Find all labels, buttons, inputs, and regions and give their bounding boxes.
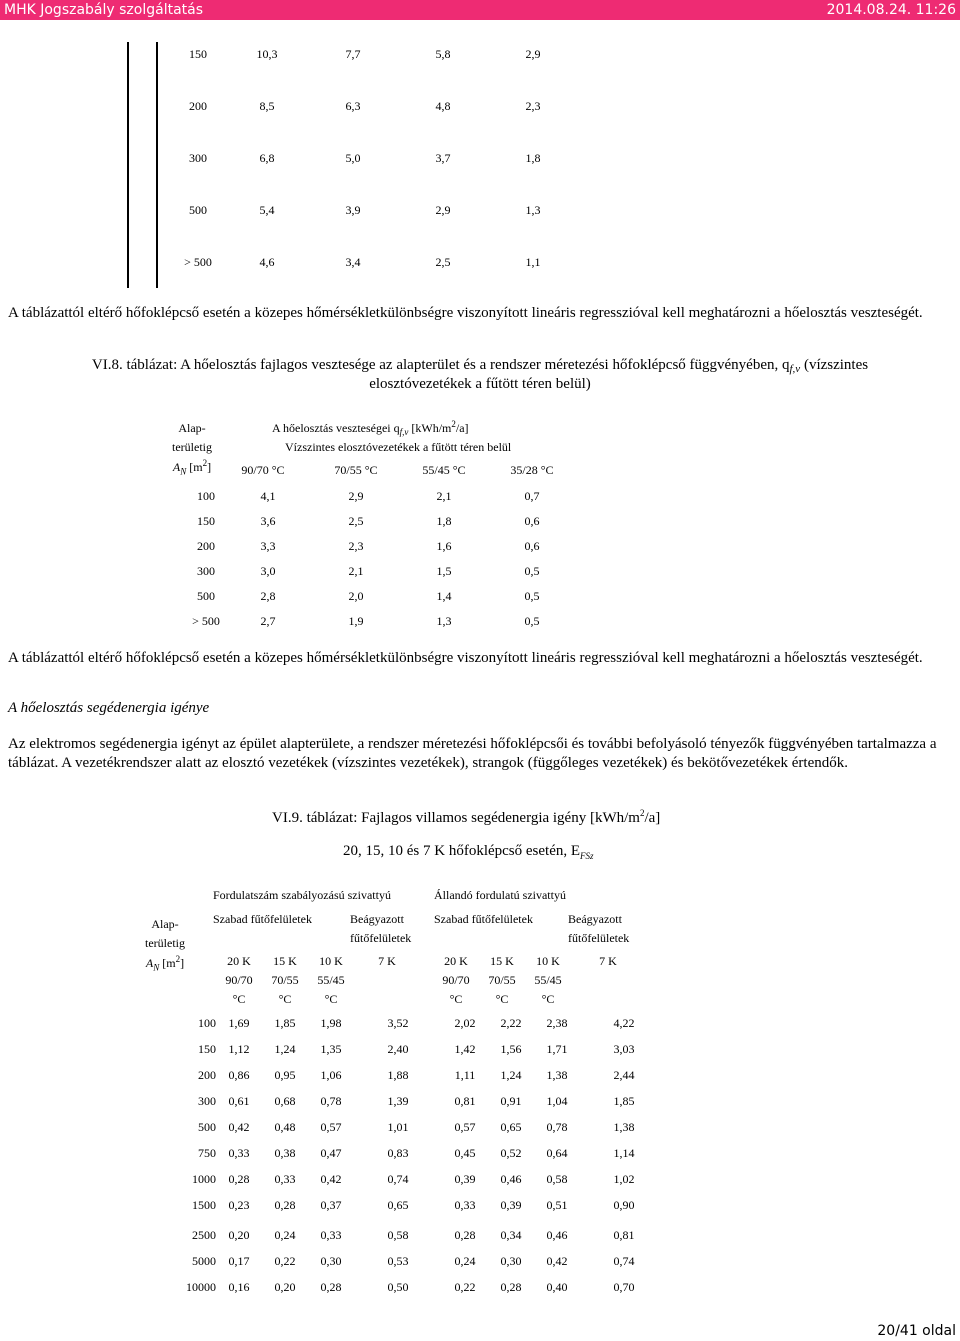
row-area-cell: > 500 bbox=[192, 614, 220, 628]
row-area-cell: 300 bbox=[197, 564, 215, 578]
value-cell: 2,9 bbox=[525, 46, 541, 61]
rowhead-line3 bbox=[152, 458, 232, 476]
value-cell: 0,74 bbox=[387, 1171, 409, 1186]
temperature-step-label: 7 K bbox=[599, 954, 617, 968]
value-cell: 2,1 bbox=[348, 564, 364, 578]
value-cell: 0,24 bbox=[454, 1253, 476, 1268]
value-cell: 0,33 bbox=[320, 1227, 342, 1242]
table-row bbox=[186, 1274, 668, 1300]
table-row bbox=[188, 534, 576, 559]
value-cell: 0,51 bbox=[546, 1197, 568, 1212]
row-area-cell: 10000 bbox=[186, 1279, 216, 1294]
value-cell: 5,0 bbox=[345, 150, 361, 165]
row-area-cell: 200 bbox=[189, 98, 207, 113]
temperature-step-label: 90/70 bbox=[442, 973, 470, 987]
embedded-head-1a: Beágyazott bbox=[350, 912, 404, 926]
value-cell: 1,5 bbox=[436, 564, 452, 578]
value-cell: 0,28 bbox=[320, 1279, 342, 1294]
temperature-step-label: °C bbox=[495, 992, 509, 1006]
value-cell: 0,42 bbox=[320, 1171, 342, 1186]
value-cell: 0,95 bbox=[274, 1067, 296, 1082]
value-cell: 0,81 bbox=[613, 1227, 635, 1242]
t3-rowhead-line1: Alap- bbox=[151, 917, 179, 931]
table-row bbox=[170, 236, 578, 288]
row-area-cell: 200 bbox=[198, 1067, 216, 1082]
value-cell: 0,61 bbox=[228, 1093, 250, 1108]
value-cell: 0,68 bbox=[274, 1093, 296, 1108]
table-border-left bbox=[127, 42, 129, 288]
value-cell: 1,04 bbox=[546, 1093, 568, 1108]
table-row bbox=[170, 28, 578, 80]
temperature-step-label: 55/45 bbox=[317, 973, 345, 987]
row-area-cell: 300 bbox=[198, 1093, 216, 1108]
value-cell: 6,8 bbox=[259, 150, 275, 165]
row-area-cell: 1500 bbox=[192, 1197, 216, 1212]
value-cell: 0,16 bbox=[228, 1279, 250, 1294]
value-cell: 0,39 bbox=[500, 1197, 522, 1212]
value-cell: 2,0 bbox=[348, 589, 364, 603]
value-cell: 0,57 bbox=[454, 1119, 476, 1134]
table-row bbox=[188, 484, 576, 509]
value-cell: 0,91 bbox=[500, 1093, 522, 1108]
value-cell: 0,64 bbox=[546, 1145, 568, 1160]
table-row bbox=[186, 1166, 668, 1192]
temperature-step-label: °C bbox=[449, 992, 463, 1006]
value-cell: 2,38 bbox=[546, 1015, 568, 1030]
pump-variable-speed-head: Fordulatszám szabályozású szivattyú bbox=[213, 888, 391, 902]
row-area-cell: 500 bbox=[189, 202, 207, 217]
value-cell: 1,69 bbox=[228, 1015, 250, 1030]
row-area-cell: 5000 bbox=[192, 1253, 216, 1268]
free-surfaces-head-1: Szabad fűtőfelületek bbox=[213, 912, 312, 926]
loss-table-vi8 bbox=[188, 484, 576, 634]
caption-text: VI.8. táblázat: A hőelosztás fajlagos vesztesége az alapterület és a rendszer méretezési hőfoklépcső függvényében, q bbox=[91, 357, 790, 373]
embedded-head-2b: fűtőfelületek bbox=[568, 931, 630, 945]
table2-colhead2: Vízszintes elosztóvezetékek a fűtött téren belül bbox=[285, 440, 512, 454]
value-cell: 1,56 bbox=[500, 1041, 522, 1056]
row-area-cell: 150 bbox=[189, 46, 207, 61]
value-cell: 0,5 bbox=[524, 589, 540, 603]
t3-rowhead-close: ] bbox=[180, 956, 185, 970]
table-row bbox=[188, 609, 576, 634]
col-35-28: 35/28 °C bbox=[510, 463, 554, 477]
caption9-line2-text: 20, 15, 10 és 7 K hőfoklépcső esetén, E bbox=[343, 843, 581, 859]
value-cell: 2,3 bbox=[525, 98, 541, 113]
value-cell: 1,85 bbox=[613, 1093, 635, 1108]
t3-rowhead-line3 bbox=[125, 954, 205, 972]
value-cell: 2,22 bbox=[500, 1015, 522, 1030]
value-cell: 0,5 bbox=[524, 614, 540, 628]
value-cell: 0,78 bbox=[546, 1119, 568, 1134]
row-area-cell: 750 bbox=[198, 1145, 216, 1160]
header-datetime: 2014.08.24. 11:26 bbox=[826, 2, 956, 18]
value-cell: 3,3 bbox=[260, 539, 276, 553]
value-cell: 0,23 bbox=[228, 1197, 250, 1212]
value-cell: 1,02 bbox=[613, 1171, 635, 1186]
value-cell: 0,42 bbox=[546, 1253, 568, 1268]
value-cell: 1,38 bbox=[546, 1067, 568, 1082]
value-cell: 3,0 bbox=[260, 564, 276, 578]
value-cell: 0,65 bbox=[387, 1197, 409, 1212]
value-cell: 0,90 bbox=[613, 1197, 635, 1212]
embedded-head-1b: fűtőfelületek bbox=[350, 931, 412, 945]
aux-energy-table-vi9-large bbox=[186, 1222, 668, 1300]
value-cell: 0,33 bbox=[228, 1145, 250, 1160]
rowhead-line1: Alap- bbox=[178, 421, 206, 435]
temperature-step-label: 55/45 bbox=[534, 973, 562, 987]
row-area-cell: 2500 bbox=[192, 1227, 216, 1242]
value-cell: 2,02 bbox=[454, 1015, 476, 1030]
table-row bbox=[186, 1192, 668, 1218]
value-cell: 1,88 bbox=[387, 1067, 409, 1082]
value-cell: 0,24 bbox=[274, 1227, 296, 1242]
value-cell: 2,9 bbox=[348, 489, 364, 503]
row-area-cell: > 500 bbox=[184, 254, 212, 269]
value-cell: 0,20 bbox=[274, 1279, 296, 1294]
value-cell: 0,86 bbox=[228, 1067, 250, 1082]
temperature-step-label: 7 K bbox=[378, 954, 396, 968]
value-cell: 1,85 bbox=[274, 1015, 296, 1030]
colhead-text: A hőelosztás veszteségei q bbox=[272, 421, 400, 435]
temperature-step-label: °C bbox=[541, 992, 555, 1006]
page-number: 20/41 oldal bbox=[877, 1323, 956, 1339]
subheading-auxiliary-energy bbox=[8, 700, 209, 717]
value-cell: 0,28 bbox=[454, 1227, 476, 1242]
rowhead-line2: területig bbox=[172, 440, 212, 454]
temperature-step-label: 10 K bbox=[319, 954, 343, 968]
pump-constant-speed-head: Állandó fordulatú szivattyú bbox=[434, 888, 566, 902]
value-cell: 0,81 bbox=[454, 1093, 476, 1108]
rowhead-sub: N bbox=[180, 466, 187, 477]
table-row bbox=[170, 184, 578, 236]
temperature-step-label: 15 K bbox=[273, 954, 297, 968]
col-90-70: 90/70 °C bbox=[241, 463, 285, 477]
temperature-step-label: 10 K bbox=[536, 954, 560, 968]
value-cell: 1,8 bbox=[436, 514, 452, 528]
value-cell: 7,7 bbox=[345, 46, 361, 61]
t3-rowhead-a: A bbox=[145, 956, 154, 970]
value-cell: 3,52 bbox=[387, 1015, 409, 1030]
rowhead-close: ] bbox=[207, 460, 212, 474]
value-cell: 0,6 bbox=[524, 514, 540, 528]
value-cell: 0,17 bbox=[228, 1253, 250, 1268]
header-title: MHK Jogszabály szolgáltatás bbox=[4, 2, 204, 18]
value-cell: 0,33 bbox=[274, 1171, 296, 1186]
value-cell: 2,5 bbox=[348, 514, 364, 528]
caption-sub: f,v bbox=[789, 363, 801, 375]
value-cell: 0,83 bbox=[387, 1145, 409, 1160]
t3-rowhead-unit: [m bbox=[159, 956, 176, 970]
value-cell: 0,28 bbox=[500, 1279, 522, 1294]
value-cell: 1,24 bbox=[500, 1067, 522, 1082]
temperature-step-label: 70/55 bbox=[488, 973, 516, 987]
table-row bbox=[186, 1088, 668, 1114]
temperature-step-label: °C bbox=[232, 992, 246, 1006]
value-cell: 3,4 bbox=[345, 254, 361, 269]
value-cell: 0,78 bbox=[320, 1093, 342, 1108]
temperature-step-label: 20 K bbox=[444, 954, 468, 968]
row-area-cell: 100 bbox=[197, 489, 215, 503]
value-cell: 2,40 bbox=[387, 1041, 409, 1056]
caption9-sup: 2 bbox=[639, 808, 645, 818]
value-cell: 0,20 bbox=[228, 1227, 250, 1242]
table-row bbox=[188, 559, 576, 584]
value-cell: 2,44 bbox=[613, 1067, 635, 1082]
value-cell: 1,06 bbox=[320, 1067, 342, 1082]
value-cell: 0,28 bbox=[274, 1197, 296, 1212]
value-cell: 0,48 bbox=[274, 1119, 296, 1134]
row-area-cell: 100 bbox=[198, 1015, 216, 1030]
value-cell: 0,52 bbox=[500, 1145, 522, 1160]
value-cell: 4,1 bbox=[260, 489, 276, 503]
value-cell: 1,71 bbox=[546, 1041, 568, 1056]
value-cell: 0,40 bbox=[546, 1279, 568, 1294]
row-area-cell: 300 bbox=[189, 150, 207, 165]
value-cell: 0,28 bbox=[228, 1171, 250, 1186]
temperature-step-label: 20 K bbox=[227, 954, 251, 968]
table-row bbox=[170, 132, 578, 184]
embedded-head-2a: Beágyazott bbox=[568, 912, 622, 926]
value-cell: 8,5 bbox=[259, 98, 275, 113]
table-row bbox=[186, 1222, 668, 1248]
value-cell: 1,98 bbox=[320, 1015, 342, 1030]
value-cell: 4,22 bbox=[613, 1015, 635, 1030]
table-row bbox=[186, 1248, 668, 1274]
t3-rowhead-line2: területig bbox=[145, 936, 185, 950]
value-cell: 0,30 bbox=[320, 1253, 342, 1268]
t3-rowhead-sup: 2 bbox=[175, 954, 181, 964]
value-cell: 0,58 bbox=[387, 1227, 409, 1242]
table-caption-vi8-line2: elosztóvezetékek a fűtött téren belül) bbox=[369, 376, 591, 392]
value-cell: 3,7 bbox=[435, 150, 451, 165]
value-cell: 0,38 bbox=[274, 1145, 296, 1160]
value-cell: 0,53 bbox=[387, 1253, 409, 1268]
value-cell: 2,9 bbox=[435, 202, 451, 217]
row-area-cell: 150 bbox=[197, 514, 215, 528]
value-cell: 10,3 bbox=[256, 46, 278, 61]
table-caption-vi8 bbox=[0, 357, 960, 375]
value-cell: 0,22 bbox=[454, 1279, 476, 1294]
value-cell: 1,42 bbox=[454, 1041, 476, 1056]
value-cell: 2,3 bbox=[348, 539, 364, 553]
caption-text-end: (vízszintes bbox=[800, 357, 869, 373]
value-cell: 1,3 bbox=[436, 614, 452, 628]
value-cell: 1,38 bbox=[613, 1119, 635, 1134]
colhead-sub: f,v bbox=[399, 427, 409, 437]
value-cell: 1,8 bbox=[525, 150, 541, 165]
value-cell: 0,39 bbox=[454, 1171, 476, 1186]
rowhead-sup: 2 bbox=[202, 458, 208, 468]
value-cell: 1,1 bbox=[525, 254, 541, 269]
row-area-cell: 500 bbox=[197, 589, 215, 603]
value-cell: 0,57 bbox=[320, 1119, 342, 1134]
value-cell: 0,33 bbox=[454, 1197, 476, 1212]
value-cell: 0,6 bbox=[524, 539, 540, 553]
value-cell: 3,6 bbox=[260, 514, 276, 528]
value-cell: 1,3 bbox=[525, 202, 541, 217]
table-row bbox=[186, 1036, 668, 1062]
row-area-cell: 1000 bbox=[192, 1171, 216, 1186]
value-cell: 0,37 bbox=[320, 1197, 342, 1212]
value-cell: 0,45 bbox=[454, 1145, 476, 1160]
paragraph-interpolation-note: A táblázattól eltérő hőfoklépcső esetén a közepes hőmérsékletkülönbségre viszonyított lineáris regresszióval kell meghatározni a hőelosztás veszteségét. bbox=[8, 305, 923, 321]
value-cell: 0,5 bbox=[524, 564, 540, 578]
value-cell: 1,35 bbox=[320, 1041, 342, 1056]
free-surfaces-head-2: Szabad fűtőfelületek bbox=[434, 912, 533, 926]
table-row bbox=[188, 509, 576, 534]
value-cell: 0,30 bbox=[500, 1253, 522, 1268]
value-cell: 1,01 bbox=[387, 1119, 409, 1134]
table2-colhead1 bbox=[272, 419, 469, 437]
table-row bbox=[186, 1062, 668, 1088]
row-area-cell: 200 bbox=[197, 539, 215, 553]
value-cell: 0,46 bbox=[546, 1227, 568, 1242]
temperature-step-label: °C bbox=[324, 992, 338, 1006]
value-cell: 5,8 bbox=[435, 46, 451, 61]
temperature-step-label: 15 K bbox=[490, 954, 514, 968]
value-cell: 2,5 bbox=[435, 254, 451, 269]
loss-table-continuation bbox=[170, 28, 578, 288]
value-cell: 4,6 bbox=[259, 254, 275, 269]
colhead-unit: [kWh/m bbox=[408, 421, 452, 435]
value-cell: 3,9 bbox=[345, 202, 361, 217]
value-cell: 1,4 bbox=[436, 589, 452, 603]
value-cell: 0,58 bbox=[546, 1171, 568, 1186]
value-cell: 0,42 bbox=[228, 1119, 250, 1134]
aux-energy-table-vi9 bbox=[186, 1010, 668, 1218]
value-cell: 0,7 bbox=[524, 489, 540, 503]
rowhead-unit: [m bbox=[186, 460, 203, 474]
value-cell: 5,4 bbox=[259, 202, 275, 217]
table-row bbox=[186, 1010, 668, 1036]
caption9-close: /a] bbox=[644, 810, 661, 826]
value-cell: 1,14 bbox=[613, 1145, 635, 1160]
value-cell: 0,70 bbox=[613, 1279, 635, 1294]
value-cell: 0,65 bbox=[500, 1119, 522, 1134]
value-cell: 0,47 bbox=[320, 1145, 342, 1160]
value-cell: 2,8 bbox=[260, 589, 276, 603]
caption9-text: VI.9. táblázat: Fajlagos villamos segédenergia igény [kWh/m bbox=[272, 810, 640, 826]
value-cell: 0,46 bbox=[500, 1171, 522, 1186]
value-cell: 0,50 bbox=[387, 1279, 409, 1294]
value-cell: 1,11 bbox=[454, 1067, 476, 1082]
table-row bbox=[188, 584, 576, 609]
table-row bbox=[170, 80, 578, 132]
temperature-step-label: °C bbox=[278, 992, 292, 1006]
temperature-step-label: 70/55 bbox=[271, 973, 299, 987]
value-cell: 0,34 bbox=[500, 1227, 522, 1242]
value-cell: 2,7 bbox=[260, 614, 276, 628]
value-cell: 6,3 bbox=[345, 98, 361, 113]
value-cell: 4,8 bbox=[435, 98, 451, 113]
temperature-step-label: 90/70 bbox=[225, 973, 253, 987]
value-cell: 1,6 bbox=[436, 539, 452, 553]
value-cell: 1,9 bbox=[348, 614, 364, 628]
col-55-45: 55/45 °C bbox=[422, 463, 466, 477]
col-70-55: 70/55 °C bbox=[334, 463, 378, 477]
table-border-inner bbox=[156, 42, 158, 288]
header-bar bbox=[0, 0, 960, 20]
paragraph-interpolation-note-2: A táblázattól eltérő hőfoklépcső esetén a közepes hőmérsékletkülönbségre viszonyított lineáris regresszióval kell meghatározni a hőelosztás veszteségét. bbox=[8, 650, 923, 666]
value-cell: 1,39 bbox=[387, 1093, 409, 1108]
table-caption-vi9-line2 bbox=[343, 843, 594, 861]
value-cell: 2,1 bbox=[436, 489, 452, 503]
subheading-text: A hőelosztás segédenergia igénye bbox=[8, 700, 210, 716]
t3-rowhead-sub: N bbox=[153, 962, 160, 973]
value-cell: 3,03 bbox=[613, 1041, 635, 1056]
row-area-cell: 150 bbox=[198, 1041, 216, 1056]
colhead-close: /a] bbox=[455, 421, 469, 435]
rowhead-a: A bbox=[172, 460, 181, 474]
row-area-cell: 500 bbox=[198, 1119, 216, 1134]
paragraph-auxiliary-energy: Az elektromos segédenergia igényt az épület alapterülete, a rendszer méretezési hőfoklépcsői és további befolyásoló tényezők függvényében tartalmazza a táblázat. A vezetékrendszer alatt az elosztó vezetékek (vízszintes vezetékek), strangok (függőleges vezetékek) és bekötővezetékek értendők. bbox=[8, 736, 937, 771]
caption9-sub: FSz bbox=[580, 851, 594, 861]
table-caption-vi9 bbox=[272, 808, 660, 827]
value-cell: 1,12 bbox=[228, 1041, 250, 1056]
colhead-sup: 2 bbox=[451, 419, 456, 429]
value-cell: 0,22 bbox=[274, 1253, 296, 1268]
table-row bbox=[186, 1114, 668, 1140]
value-cell: 1,24 bbox=[274, 1041, 296, 1056]
value-cell: 0,74 bbox=[613, 1253, 635, 1268]
table-row bbox=[186, 1140, 668, 1166]
